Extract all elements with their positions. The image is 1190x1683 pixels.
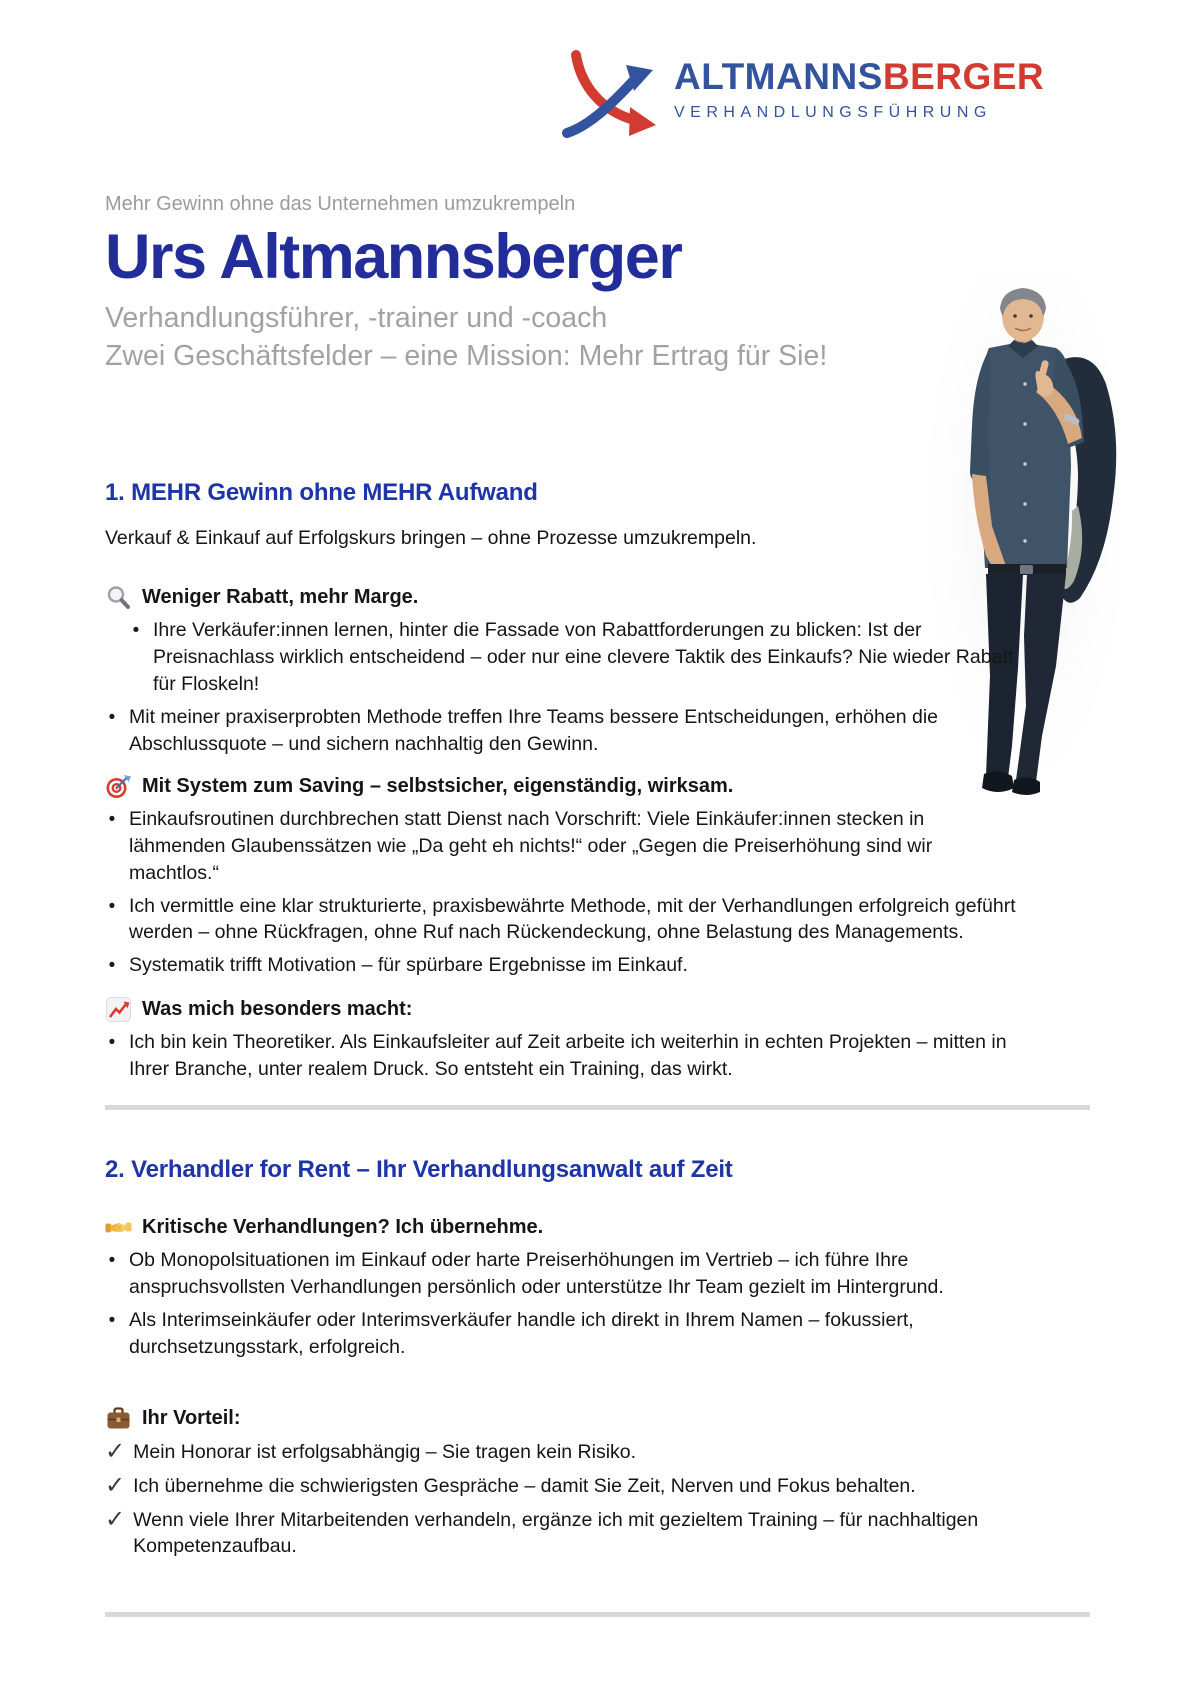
list-item-text: Als Interimseinkäufer oder Interimsverkäufer handle ich direkt in Ihrem Namen – fokussiert, durchsetzungsstark, erfolgreich. bbox=[129, 1308, 914, 1358]
subheading-saving bbox=[105, 773, 1025, 800]
check-icon: ✓ bbox=[105, 1505, 126, 1533]
brand-logo bbox=[560, 50, 1044, 140]
subheading-benefit-label: Ihr Vorteil: bbox=[142, 1406, 241, 1429]
magnifier-icon bbox=[105, 584, 132, 611]
list-item-text: Ich vermittle eine klar strukturierte, praxisbewährte Methode, mit der Verhandlungen erfolgreich geführt werden – ohne Rückfragen, ohne Ruf nach Rückendeckung, ohne Belastung des Managements. bbox=[129, 894, 1016, 944]
kicker-line: Mehr Gewinn ohne das Unternehmen umzukrempeln bbox=[105, 193, 576, 215]
page-subtitle bbox=[105, 300, 1025, 375]
brand-name-blue: ALTMANNS bbox=[674, 56, 883, 97]
bullet-glyph: • bbox=[108, 895, 116, 917]
check-item-text: Wenn viele Ihrer Mitarbeitenden verhandeln, ergänze ich mit gezieltem Training – für nachhaltigen Kompetenzaufbau. bbox=[133, 1508, 979, 1558]
subheading-special bbox=[105, 996, 1025, 1023]
section-divider bbox=[105, 1612, 1090, 1617]
subheading-critical bbox=[105, 1214, 1025, 1241]
list-item-text: Einkaufsroutinen durchbrechen statt Dienst nach Vorschrift: Viele Einkäufer:innen stecken in lähmenden Glaubenssätzen wie „Da geht eh nichts!“ oder „Gegen die Preiserhöhung sind wir machtlos.“ bbox=[129, 807, 933, 884]
check-item bbox=[105, 1473, 1025, 1500]
target-icon bbox=[105, 773, 132, 800]
section-divider bbox=[105, 1105, 1090, 1110]
bullet-glyph: • bbox=[108, 1309, 116, 1331]
page-title: Urs Altmannsberger bbox=[105, 222, 682, 292]
list-item bbox=[105, 952, 1025, 979]
subheading-discount bbox=[105, 584, 1025, 611]
bullet-glyph: • bbox=[108, 808, 116, 830]
bullet-glyph: • bbox=[108, 1250, 116, 1272]
list-item bbox=[105, 1307, 1025, 1361]
check-item-text: Ich übernehme die schwierigsten Gespräche – damit Sie Zeit, Nerven und Fokus behalten. bbox=[133, 1474, 916, 1497]
bullet-glyph: • bbox=[132, 620, 140, 642]
subheading-benefit bbox=[105, 1405, 1025, 1432]
check-item-text: Mein Honorar ist erfolgsabhängig – Sie tragen kein Risiko. bbox=[133, 1440, 637, 1463]
bullet-glyph: • bbox=[108, 955, 116, 977]
list-item-text: Ihre Verkäufer:innen lernen, hinter die Fassade von Rabattforderungen zu blicken: Ist der Preisnachlass wirklich entscheidend – oder nur eine clevere Taktik des Einkaufs? Nie wieder Rabatt für Floskeln! bbox=[153, 619, 1014, 696]
subheading-special-label: Was mich besonders macht: bbox=[142, 998, 413, 1021]
section1-intro: Verkauf & Einkauf auf Erfolgskurs bringen – ohne Prozesse umzukrempeln. bbox=[105, 527, 757, 550]
subheading-discount-label: Weniger Rabatt, mehr Marge. bbox=[142, 586, 419, 609]
check-icon: ✓ bbox=[105, 1437, 126, 1465]
subheading-saving-label: Mit System zum Saving – selbstsicher, eigenständig, wirksam. bbox=[142, 774, 734, 797]
section1-heading: 1. MEHR Gewinn ohne MEHR Aufwand bbox=[105, 479, 538, 507]
list-item-text: Ob Monopolsituationen im Einkauf oder harte Preiserhöhungen im Vertrieb – ich führe Ihre anspruchsvollsten Verhandlungen persönlich oder unterstütze Ihr Team gezielt im Hintergrund. bbox=[129, 1249, 944, 1299]
crossing-arrows-icon bbox=[560, 50, 660, 140]
chart-up-icon bbox=[105, 996, 132, 1023]
brand-tagline: VERHANDLUNGSFÜHRUNG bbox=[674, 104, 992, 121]
list-item bbox=[105, 704, 1025, 758]
handshake-icon bbox=[105, 1214, 132, 1241]
list-item bbox=[105, 806, 1025, 887]
list-item bbox=[105, 1029, 1025, 1083]
list-item bbox=[105, 893, 1025, 947]
check-item bbox=[105, 1507, 1025, 1561]
list-item bbox=[129, 617, 1025, 698]
list-item-text: Mit meiner praxiserprobten Methode treffen Ihre Teams bessere Entscheidungen, erhöhen die Abschlussquote – und sichern nachhaltig den Gewinn. bbox=[129, 705, 939, 755]
bullet-glyph: • bbox=[108, 1032, 116, 1054]
brand-name-red: BERGER bbox=[882, 56, 1045, 97]
list-item bbox=[105, 1247, 1025, 1301]
check-icon: ✓ bbox=[105, 1471, 126, 1499]
document-body bbox=[105, 0, 1025, 1617]
subtitle-line-2: Zwei Geschäftsfelder – eine Mission: Mehr Ertrag für Sie! bbox=[105, 339, 828, 372]
subtitle-line-1: Verhandlungsführer, -trainer und -coach bbox=[105, 302, 608, 335]
bullet-glyph: • bbox=[108, 706, 116, 728]
list-item-text: Ich bin kein Theoretiker. Als Einkaufsleiter auf Zeit arbeite ich weiterhin in echten Projekten – mitten in Ihrer Branche, unter realem Druck. So entsteht ein Training, das wirkt. bbox=[129, 1031, 1007, 1081]
check-item bbox=[105, 1439, 1025, 1466]
list-item-text: Systematik trifft Motivation – für spürbare Ergebnisse im Einkauf. bbox=[129, 954, 688, 977]
brand-wordmark bbox=[674, 50, 1044, 122]
briefcase-icon bbox=[105, 1405, 132, 1432]
section2-heading: 2. Verhandler for Rent – Ihr Verhandlungsanwalt auf Zeit bbox=[105, 1156, 733, 1184]
subheading-critical-label: Kritische Verhandlungen? Ich übernehme. bbox=[142, 1216, 544, 1239]
